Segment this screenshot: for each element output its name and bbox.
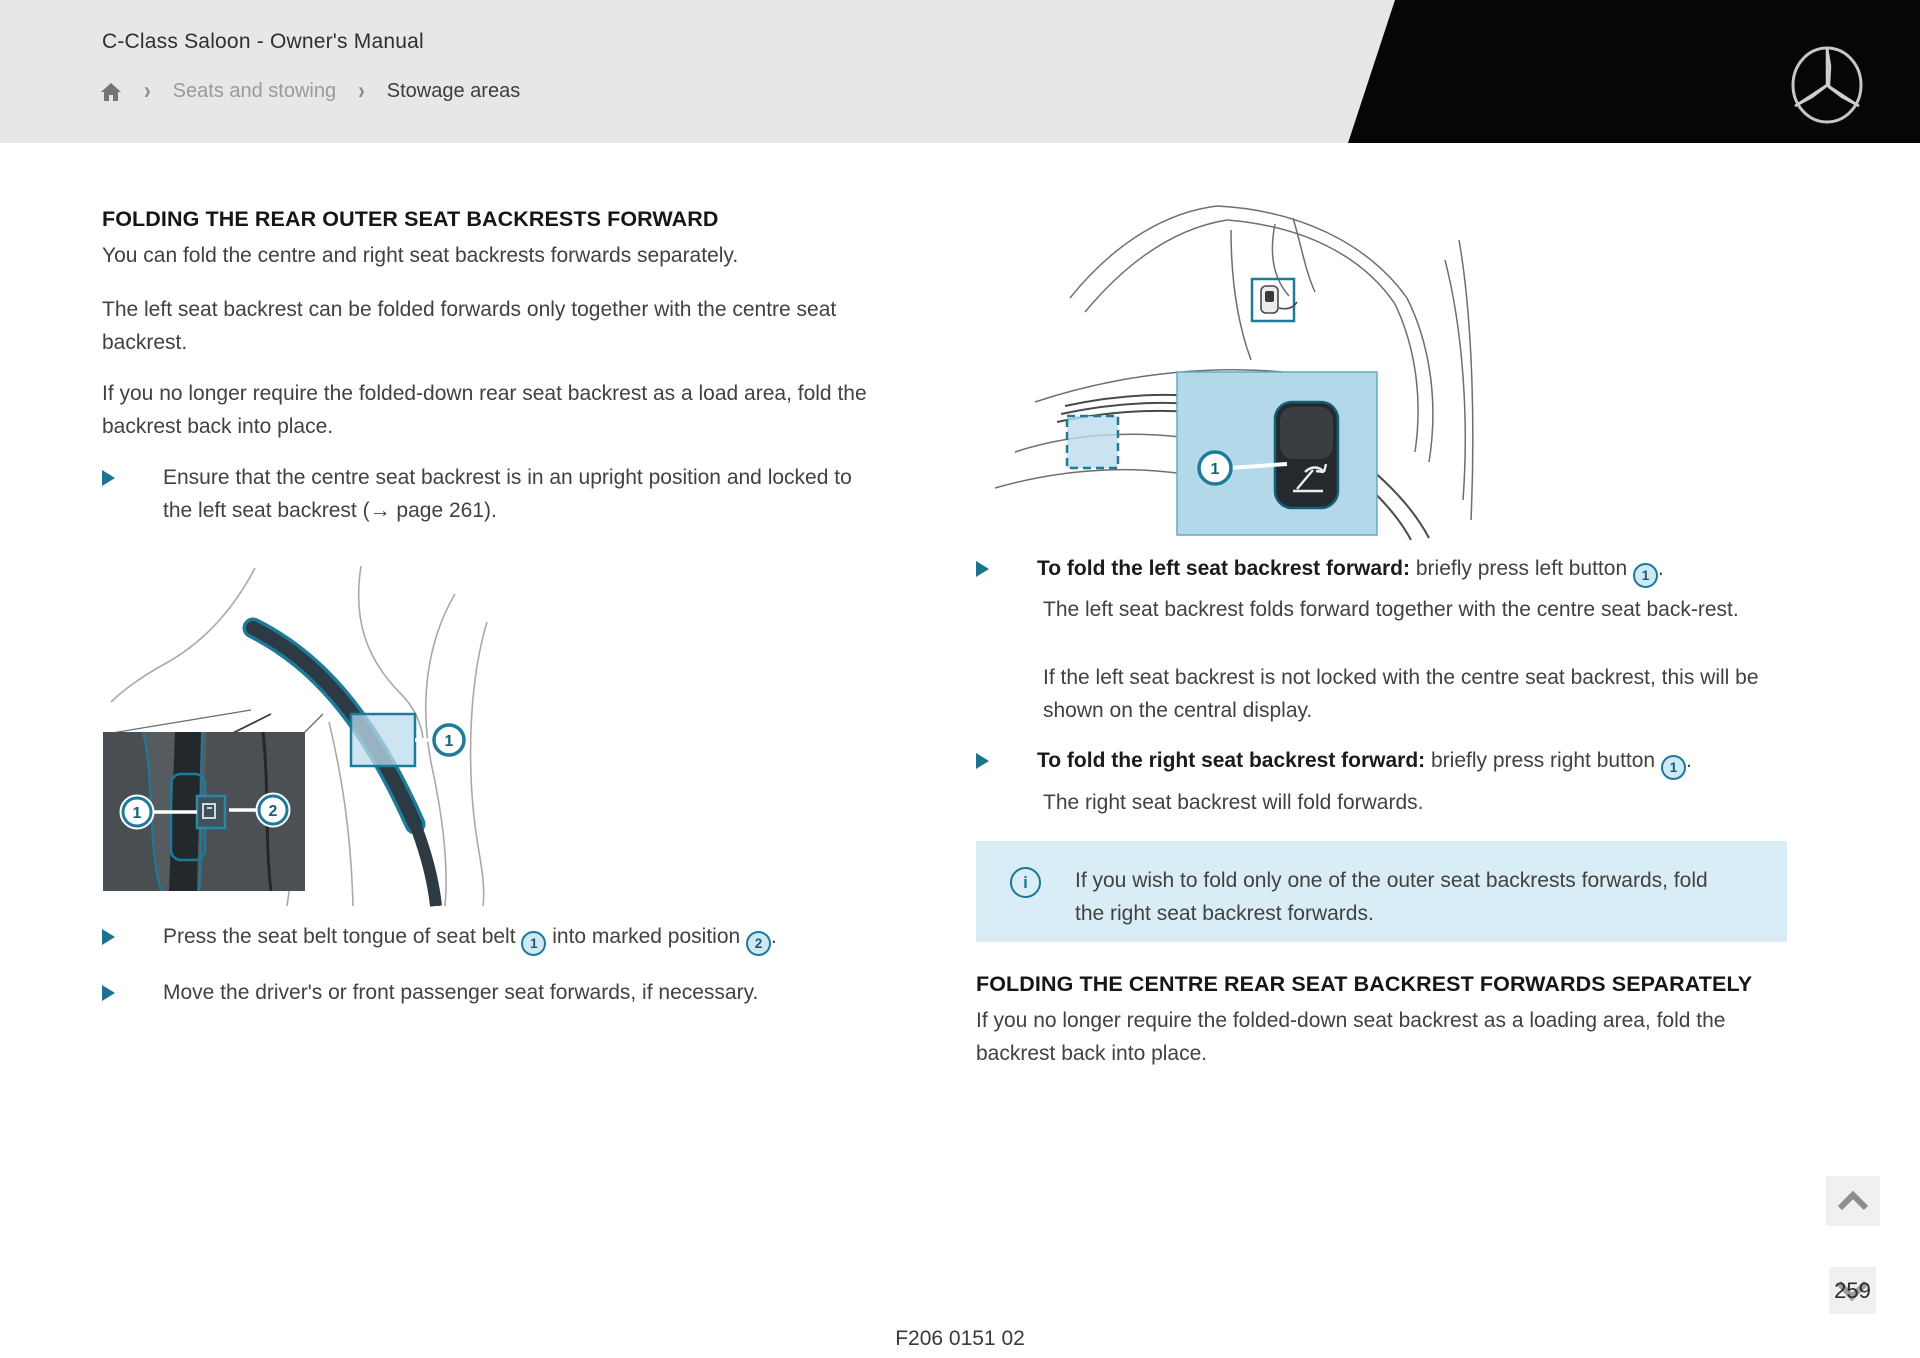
- marker-1-label: 1: [1210, 461, 1220, 478]
- info-note-box: [976, 841, 1787, 942]
- step-text: Press the seat belt tongue of seat belt 1 into marked position 2 .: [163, 920, 883, 956]
- button-zoom-box: [1177, 372, 1377, 535]
- breadcrumb-item-stowage-areas: Stowage areas: [386, 80, 521, 102]
- instruction-step: [102, 920, 912, 956]
- marker-2-label: 2: [268, 803, 278, 820]
- paragraph: The left seat backrest can be folded forwards only together with the centre seat backrest.: [102, 298, 837, 354]
- step-detail: If the left seat backrest is not locked with the centre seat backrest, this will be shown on the central display.: [1043, 666, 1759, 722]
- dashed-highlight-box: [1067, 416, 1118, 468]
- seatbelt-illustration: [103, 562, 513, 912]
- home-icon[interactable]: [100, 81, 122, 103]
- page-title: C-Class Saloon - Owner's Manual: [102, 30, 424, 53]
- instruction-step: [102, 976, 912, 1009]
- step-arrow-icon: [976, 753, 989, 769]
- step-text: To fold the left seat backrest forward: briefly press left button 1 .: [1037, 552, 1797, 588]
- inline-marker-1: 1: [1633, 563, 1658, 588]
- header: [0, 0, 1920, 143]
- step-arrow-icon: [976, 561, 989, 577]
- step-text: To fold the right seat backrest forward: briefly press right button 1 .: [1037, 744, 1797, 780]
- figure-code: F206 0151 02: [895, 1327, 1025, 1350]
- step-arrow-icon: [102, 929, 115, 945]
- info-note-text: If you wish to fold only one of the outer seat backrests forwards, fold the right seat backrest forwards.: [1075, 869, 1708, 925]
- belt-highlight-box: [351, 714, 415, 766]
- step-detail: The right seat backrest will fold forwards.: [1043, 791, 1424, 814]
- instruction-step: [102, 461, 912, 527]
- buckle-highlight-box: [197, 796, 225, 828]
- paragraph: If you no longer require the folded-down seat backrest as a loading area, fold the backrest back into place.: [976, 1009, 1726, 1065]
- step-text: Ensure that the centre seat backrest is in an upright position and locked to the left seat backrest (→ page 261).: [163, 466, 852, 522]
- paragraph: If you no longer require the folded-down rear seat backrest as a load area, fold the backrest back into place.: [102, 382, 867, 438]
- paragraph: You can fold the centre and right seat backrests forwards separately.: [102, 244, 739, 267]
- breadcrumb: [100, 77, 521, 105]
- seatbelt-inset-box: [103, 732, 305, 891]
- inline-marker-2: 2: [746, 931, 771, 956]
- step-text: Move the driver's or front passenger seat forwards, if necessary.: [163, 981, 759, 1004]
- release-button-highlight-box: [1252, 279, 1297, 321]
- chevron-right-icon: ›: [144, 77, 151, 105]
- page-number: 259: [1834, 1277, 1871, 1303]
- inline-marker-1: 1: [1661, 755, 1686, 780]
- instruction-step: [976, 744, 1806, 780]
- section-heading-fold-outer: FOLDING THE REAR OUTER SEAT BACKRESTS FORWARD: [102, 207, 719, 231]
- info-icon: i: [1010, 867, 1041, 898]
- scroll-to-top-button[interactable]: [1826, 1176, 1880, 1226]
- boot-illustration: [975, 200, 1475, 545]
- step-arrow-icon: [102, 985, 115, 1001]
- chevron-right-icon: ›: [358, 77, 365, 105]
- marker-1-label: 1: [132, 805, 142, 822]
- marker-1-label: 1: [444, 733, 454, 750]
- step-arrow-icon: [102, 470, 115, 486]
- chevron-up-icon: [1836, 1191, 1870, 1211]
- inline-marker-1: 1: [521, 931, 546, 956]
- breadcrumb-item-seats-and-stowing[interactable]: Seats and stowing: [172, 80, 337, 102]
- page-number-button[interactable]: [1829, 1267, 1876, 1314]
- instruction-step: [976, 552, 1806, 588]
- section-heading-fold-centre: FOLDING THE CENTRE REAR SEAT BACKREST FORWARDS SEPARATELY: [976, 972, 1753, 996]
- step-detail: The left seat backrest folds forward together with the centre seat back-rest.: [1043, 598, 1739, 621]
- mercedes-star-logo-icon: [1788, 44, 1866, 131]
